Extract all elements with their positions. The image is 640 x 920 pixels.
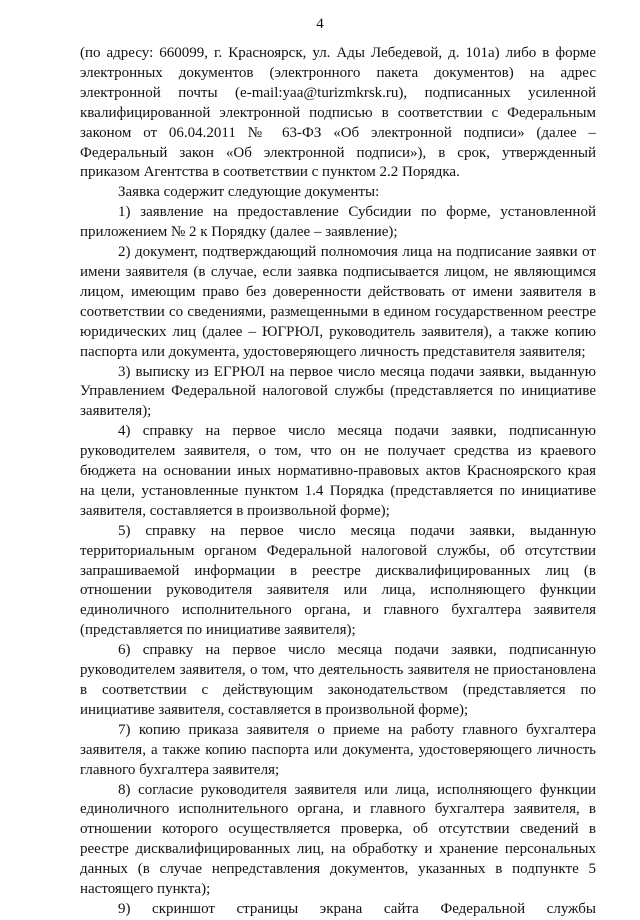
page-number: 4: [316, 16, 324, 32]
list-item-8-consent: 8) согласие руководителя заявителя или лица, исполняющего функции единоличного исполнительного органа, и главного бухгалтера заявителя, в отношении которого осуществляется проверка, об отсутствии сведений в реестре дисквалифицированных лиц, на обработку и хранение персональных данных (в случае непредставления документов, указанных в подпункте 5 настоящего пункта);: [80, 781, 596, 898]
list-item-5-tax-certificate: 5) справку на первое число месяца подачи заявки, выданную территориальным органом Федеральной налоговой службы, об отсутствии запрашиваемой информации в реестре дисквалифицированных лиц (в отношении руководителя заявителя или лица, исполняющего функции единоличного исполнительного органа, и главного бухгалтера заявителя (представляется по инициативе заявителя);: [80, 522, 596, 639]
list-item-9-screenshot: 9) скриншот страницы экрана сайта Федеральной службы: [118, 900, 596, 917]
document-body: [80, 44, 596, 920]
list-item-1-application: 1) заявление на предоставление Субсидии по форме, установленной приложением № 2 к Порядку (далее – заявление);: [80, 204, 596, 241]
list-item-2-authority-document: 2) документ, подтверждающий полномочия лица на подписание заявки от имени заявителя (в случае, если заявка подписывается лицом, не являющимся лицом, имеющим право без доверенности действовать от имени заявителя в соответствии со сведениями, размещенными в едином государственном реестре юридических лиц (далее – ЮГРЮЛ, руководитель заявителя), а также копию паспорта или документа, удостоверяющего личность представителя заявителя;: [80, 244, 596, 360]
list-item-3-egrul-extract: 3) выписку из ЕГРЮЛ на первое число месяца подачи заявки, выданную Управлением Федеральной налоговой службы (представляется по инициативе заявителя);: [80, 363, 596, 420]
paragraph-continuation: (по адресу: 660099, г. Красноярск, ул. Ады Лебедевой, д. 101а) либо в форме электронных документов (электронного пакета документов) на адрес электронной почты (e-mail:yaa@turizmkrsk.ru), подписанных усиленной квалифицированной электронной подписью в соответствии с Федеральным законом от 06.04.2011 № 63-ФЗ «Об электронной подписи» (далее – Федеральный закон «Об электронной подписи»), в срок, утвержденный приказом Агентства в соответствии с пунктом 2.2 Порядка.: [80, 45, 596, 181]
list-item-7-accountant-order: 7) копию приказа заявителя о приеме на работу главного бухгалтера заявителя, а также копию паспорта или документа, удостоверяющего личность главного бухгалтера заявителя;: [80, 721, 596, 778]
paragraph-documents-intro: Заявка содержит следующие документы:: [118, 184, 380, 201]
list-item-4-budget-certificate: 4) справку на первое число месяца подачи заявки, подписанную руководителем заявителя, о том, что он не получает средства из краевого бюджета на основании иных нормативно-правовых актов Красноярского края на цели, установленные пунктом 1.4 Порядка (представляется по инициативе заявителя, составляется в произвольной форме);: [80, 423, 596, 519]
list-item-6-activity-certificate: 6) справку на первое число месяца подачи заявки, подписанную руководителем заявителя, о том, что деятельность заявителя не приостановлена в соответствии с действующим законодательством (представляется по инициативе заявителя, составляется в произвольной форме);: [80, 642, 596, 718]
